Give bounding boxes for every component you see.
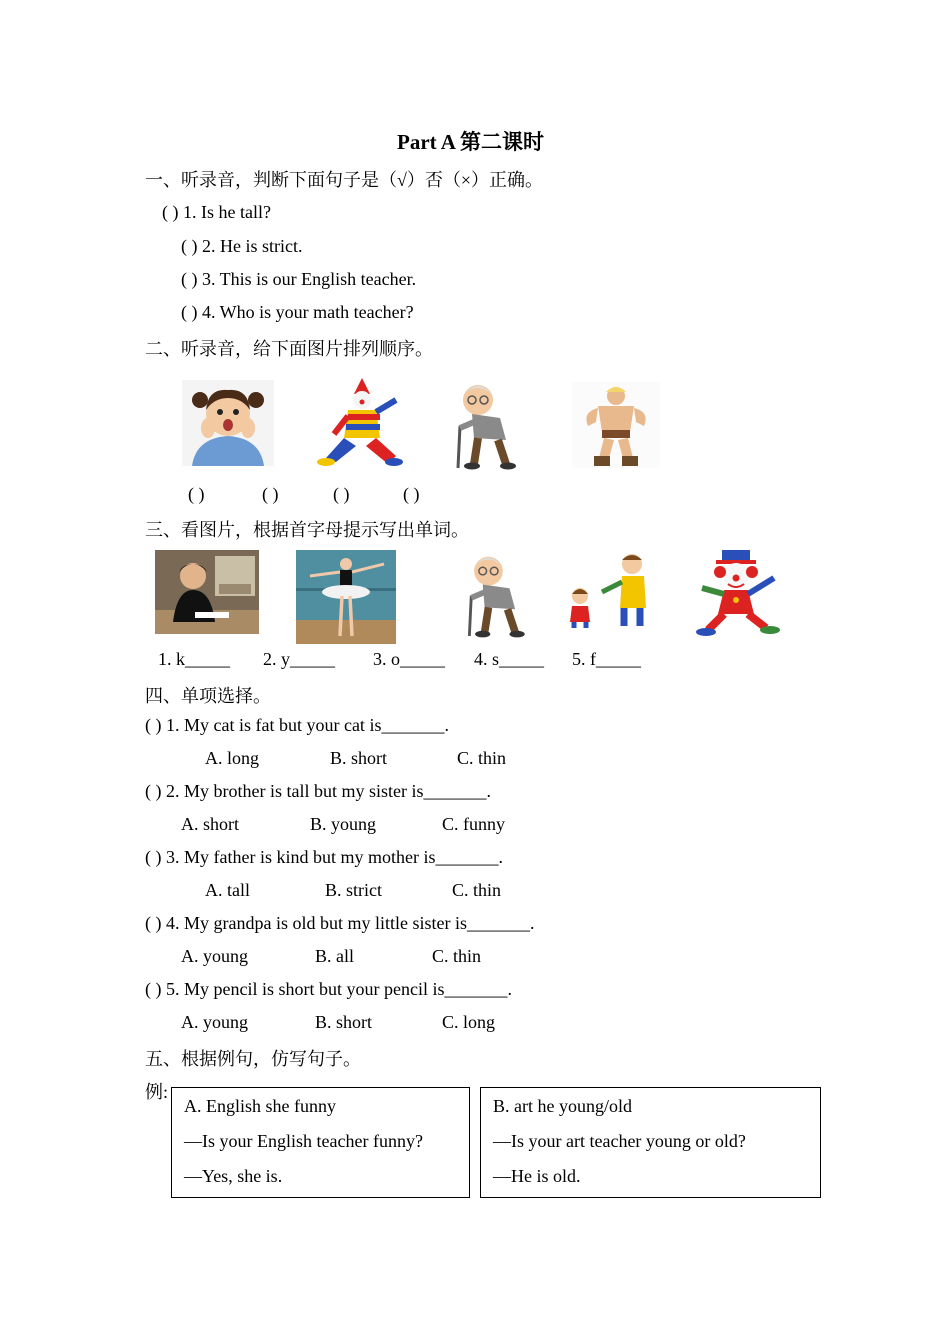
s4-q1-option-c: C. thin <box>457 748 507 768</box>
example-box-b <box>480 1087 821 1198</box>
section-2-heading: 二、听录音，给下面图片排列顺序。 <box>145 339 433 359</box>
tall-and-short-picture <box>562 550 660 630</box>
s4-q3-option-a: A. tall <box>205 880 250 900</box>
s4-question-5: ( ) 5. My pencil is short but your pencil is_______. <box>145 979 512 999</box>
s3-item-3: 3. o_____ <box>373 649 445 669</box>
s4-q3-option-b: B. strict <box>325 880 382 900</box>
box-a-line-2: —Is your English teacher funny? <box>184 1131 423 1151</box>
s4-q5-option-a: A. young <box>181 1012 248 1032</box>
s2-blank-1: ( ) <box>188 484 205 504</box>
box-a-line-3: —Yes, she is. <box>184 1166 283 1186</box>
box-b-line-2: —Is your art teacher young or old? <box>493 1131 746 1151</box>
s4-q4-option-a: A. young <box>181 946 248 966</box>
s4-q4-option-c: C. thin <box>432 946 482 966</box>
ballet-dancer-picture <box>296 550 396 644</box>
box-b-line-3: —He is old. <box>493 1166 581 1186</box>
s4-q1-option-b: B. short <box>330 748 388 768</box>
s4-q1-option-a: A. long <box>205 748 259 768</box>
s4-question-4: ( ) 4. My grandpa is old but my little sister is_______. <box>145 913 535 933</box>
s3-item-5: 5. f_____ <box>572 649 641 669</box>
s4-question-2: ( ) 2. My brother is tall but my sister is_______. <box>145 781 491 801</box>
s2-blank-3: ( ) <box>333 484 350 504</box>
page-title: Part A 第二课时 <box>397 130 544 154</box>
s2-blank-2: ( ) <box>262 484 279 504</box>
surprised-girl-picture <box>182 380 274 466</box>
s4-question-1: ( ) 1. My cat is fat but your cat is_______. <box>145 715 449 735</box>
sitting-clown-picture <box>316 376 406 468</box>
s1-item-3: ( ) 3. This is our English teacher. <box>181 269 417 289</box>
example-box-a <box>171 1087 470 1198</box>
old-man-picture-2 <box>456 548 540 640</box>
example-label: 例: <box>145 1082 169 1102</box>
s4-q5-option-c: C. long <box>442 1012 496 1032</box>
section-5-heading: 五、根据例句，仿写句子。 <box>145 1049 361 1069</box>
woman-at-desk-picture <box>155 550 259 634</box>
s3-item-4: 4. s_____ <box>474 649 545 669</box>
s1-item-2: ( ) 2. He is strict. <box>181 236 303 256</box>
funny-clown-picture <box>692 548 786 636</box>
s2-blank-4: ( ) <box>403 484 420 504</box>
s4-q2-option-a: A. short <box>181 814 239 834</box>
strong-man-picture <box>572 382 660 468</box>
old-man-picture <box>444 378 532 470</box>
section-4-heading: 四、单项选择。 <box>145 686 271 706</box>
section-3-heading: 三、看图片，根据首字母提示写出单词。 <box>145 520 469 540</box>
section-1-heading: 一、听录音，判断下面句子是（√）否（×）正确。 <box>145 170 544 190</box>
s1-item-1: ( ) 1. Is he tall? <box>162 202 271 222</box>
box-a-line-1: A. English she funny <box>184 1096 336 1116</box>
s3-item-2: 2. y_____ <box>263 649 335 669</box>
s3-item-1: 1. k_____ <box>158 649 230 669</box>
s4-q2-option-c: C. funny <box>442 814 505 834</box>
s4-q2-option-b: B. young <box>310 814 377 834</box>
box-b-line-1: B. art he young/old <box>493 1096 632 1116</box>
s4-q5-option-b: B. short <box>315 1012 373 1032</box>
s4-question-3: ( ) 3. My father is kind but my mother is_______. <box>145 847 503 867</box>
s1-item-4: ( ) 4. Who is your math teacher? <box>181 302 414 322</box>
s4-q4-option-b: B. all <box>315 946 354 966</box>
s4-q3-option-c: C. thin <box>452 880 502 900</box>
